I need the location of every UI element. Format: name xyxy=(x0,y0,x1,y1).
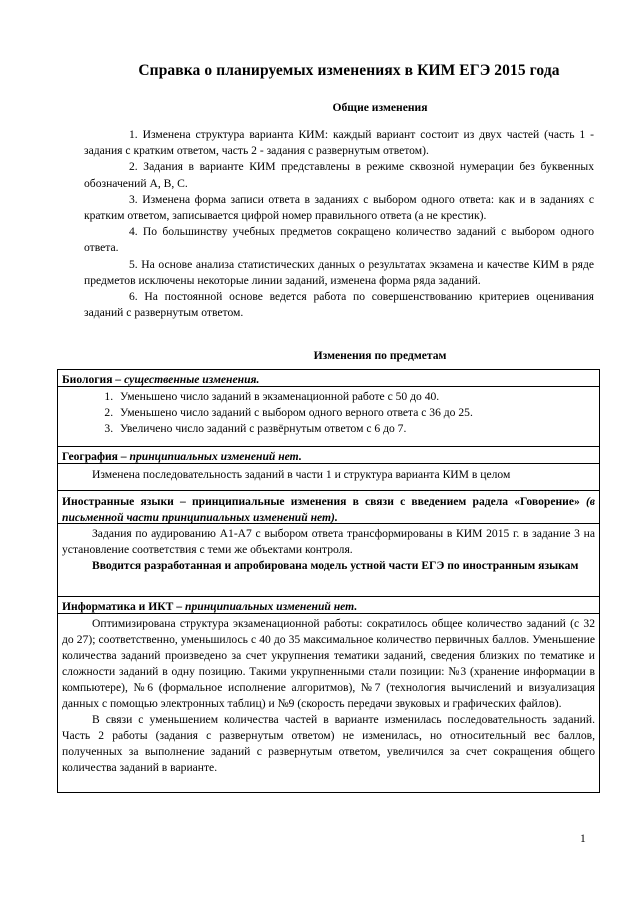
biology-note: существенные изменения. xyxy=(124,373,260,386)
biology-body-row xyxy=(58,386,599,448)
list-item: 3. Увеличено число заданий с развёрнутым ответом с 6 до 7. xyxy=(116,421,599,437)
biology-dash: – xyxy=(112,373,125,386)
general-item: 3. Изменена форма записи ответа в заданиях с выбором одного ответа: как и в заданиях с кратким ответом, записывается цифрой номер правильного ответа (а не крестик). xyxy=(84,192,594,223)
general-item: 6. На постоянной основе ведется работа по совершенствованию критериев оценивания заданий с развернутым ответом. xyxy=(84,290,594,320)
languages-note: (в письменной части принципиальных изменений нет). xyxy=(62,495,595,524)
informatics-dash: – xyxy=(173,600,186,613)
general-item: 1. Изменена структура варианта КИМ: каждый вариант состоит из двух частей (часть 1 - задания с кратким ответом, часть 2 - задания с развернутым ответом). xyxy=(84,128,594,158)
subjects-table xyxy=(57,369,600,793)
document-title: Справка о планируемых изменениях в КИМ ЕГЭ 2015 года xyxy=(138,62,560,79)
languages-name: Иностранные языки – принципиальные изменения в связи с введением радела «Говорение» xyxy=(62,495,580,508)
languages-body-row xyxy=(58,523,599,596)
general-changes-list xyxy=(84,127,594,321)
page-number: 1 xyxy=(580,832,586,845)
informatics-note: принципиальных изменений нет. xyxy=(185,600,358,613)
languages-text-1: Задания по аудированию А1-А7 с выбором ответа трансформированы в КИМ 2015 г. в задание 3 на установление соответствия с теми же объектами контроля. xyxy=(62,527,595,556)
general-changes-heading: Общие изменения xyxy=(332,101,428,114)
geography-name: География xyxy=(62,450,118,463)
subjects-heading: Изменения по предметам xyxy=(313,349,447,362)
biology-list xyxy=(58,387,599,437)
general-item: 2. Задания в варианте КИМ представлены в режиме сквозной нумерации без буквенных обозначений А, В, С. xyxy=(84,160,594,190)
informatics-name: Информатика и ИКТ xyxy=(62,600,174,613)
geography-note: принципиальных изменений нет. xyxy=(129,450,302,463)
informatics-text-1: Оптимизирована структура экзаменационной работы: сократилось общее количество заданий (с 32 до 27); соответственно, уменьшилось с 40 до 35 максимальное количество первичных баллов. Уменьшение количества заданий произведено за счет укрупнения тематики заданий, сведения близких по тематике и сложности заданий в одну позицию. Такими укрупненными стали позиции: №3 (хранение информации в компьютере), №6 (формальное исполнение алгоритмов), №7 (технология вычислений и визуализация данных с помощью электронных таблиц) и №9 (скорость передачи звуковых и графических файлов). xyxy=(62,617,595,710)
list-item: 1. Уменьшено число заданий в экзаменационной работе с 50 до 40. xyxy=(116,389,599,405)
languages-header-row xyxy=(58,490,599,525)
biology-name: Биология xyxy=(62,373,113,386)
geography-dash: – xyxy=(117,450,130,463)
informatics-text-2: В связи с уменьшением количества частей в варианте изменилась последовательность заданий. Часть 2 работы (задания с развернутым ответом) не изменилась, но относительный вес баллов, полученных за выполнение заданий с развернутым ответом, увеличился за счет сокращения общего количества заданий в варианте. xyxy=(62,713,595,774)
general-item: 5. На основе анализа статистических данных о результатах экзамена и качестве КИМ в ряде предметов исключены некоторые линии заданий, изменена форма ряда заданий. xyxy=(84,257,594,287)
geography-text: Изменена последовательность заданий в части 1 и структура варианта КИМ в целом xyxy=(92,468,511,481)
general-item: 4. По большинству учебных предметов сокращено количество заданий с выбором одного ответа. xyxy=(84,225,594,255)
geography-body-row xyxy=(58,463,599,489)
informatics-body-row xyxy=(58,613,599,794)
list-item: 2. Уменьшено число заданий с выбором одного верного ответа с 36 до 25. xyxy=(116,405,599,421)
languages-text-2: Вводится разработанная и апробирована модель устной части ЕГЭ по иностранным языкам xyxy=(92,559,579,572)
